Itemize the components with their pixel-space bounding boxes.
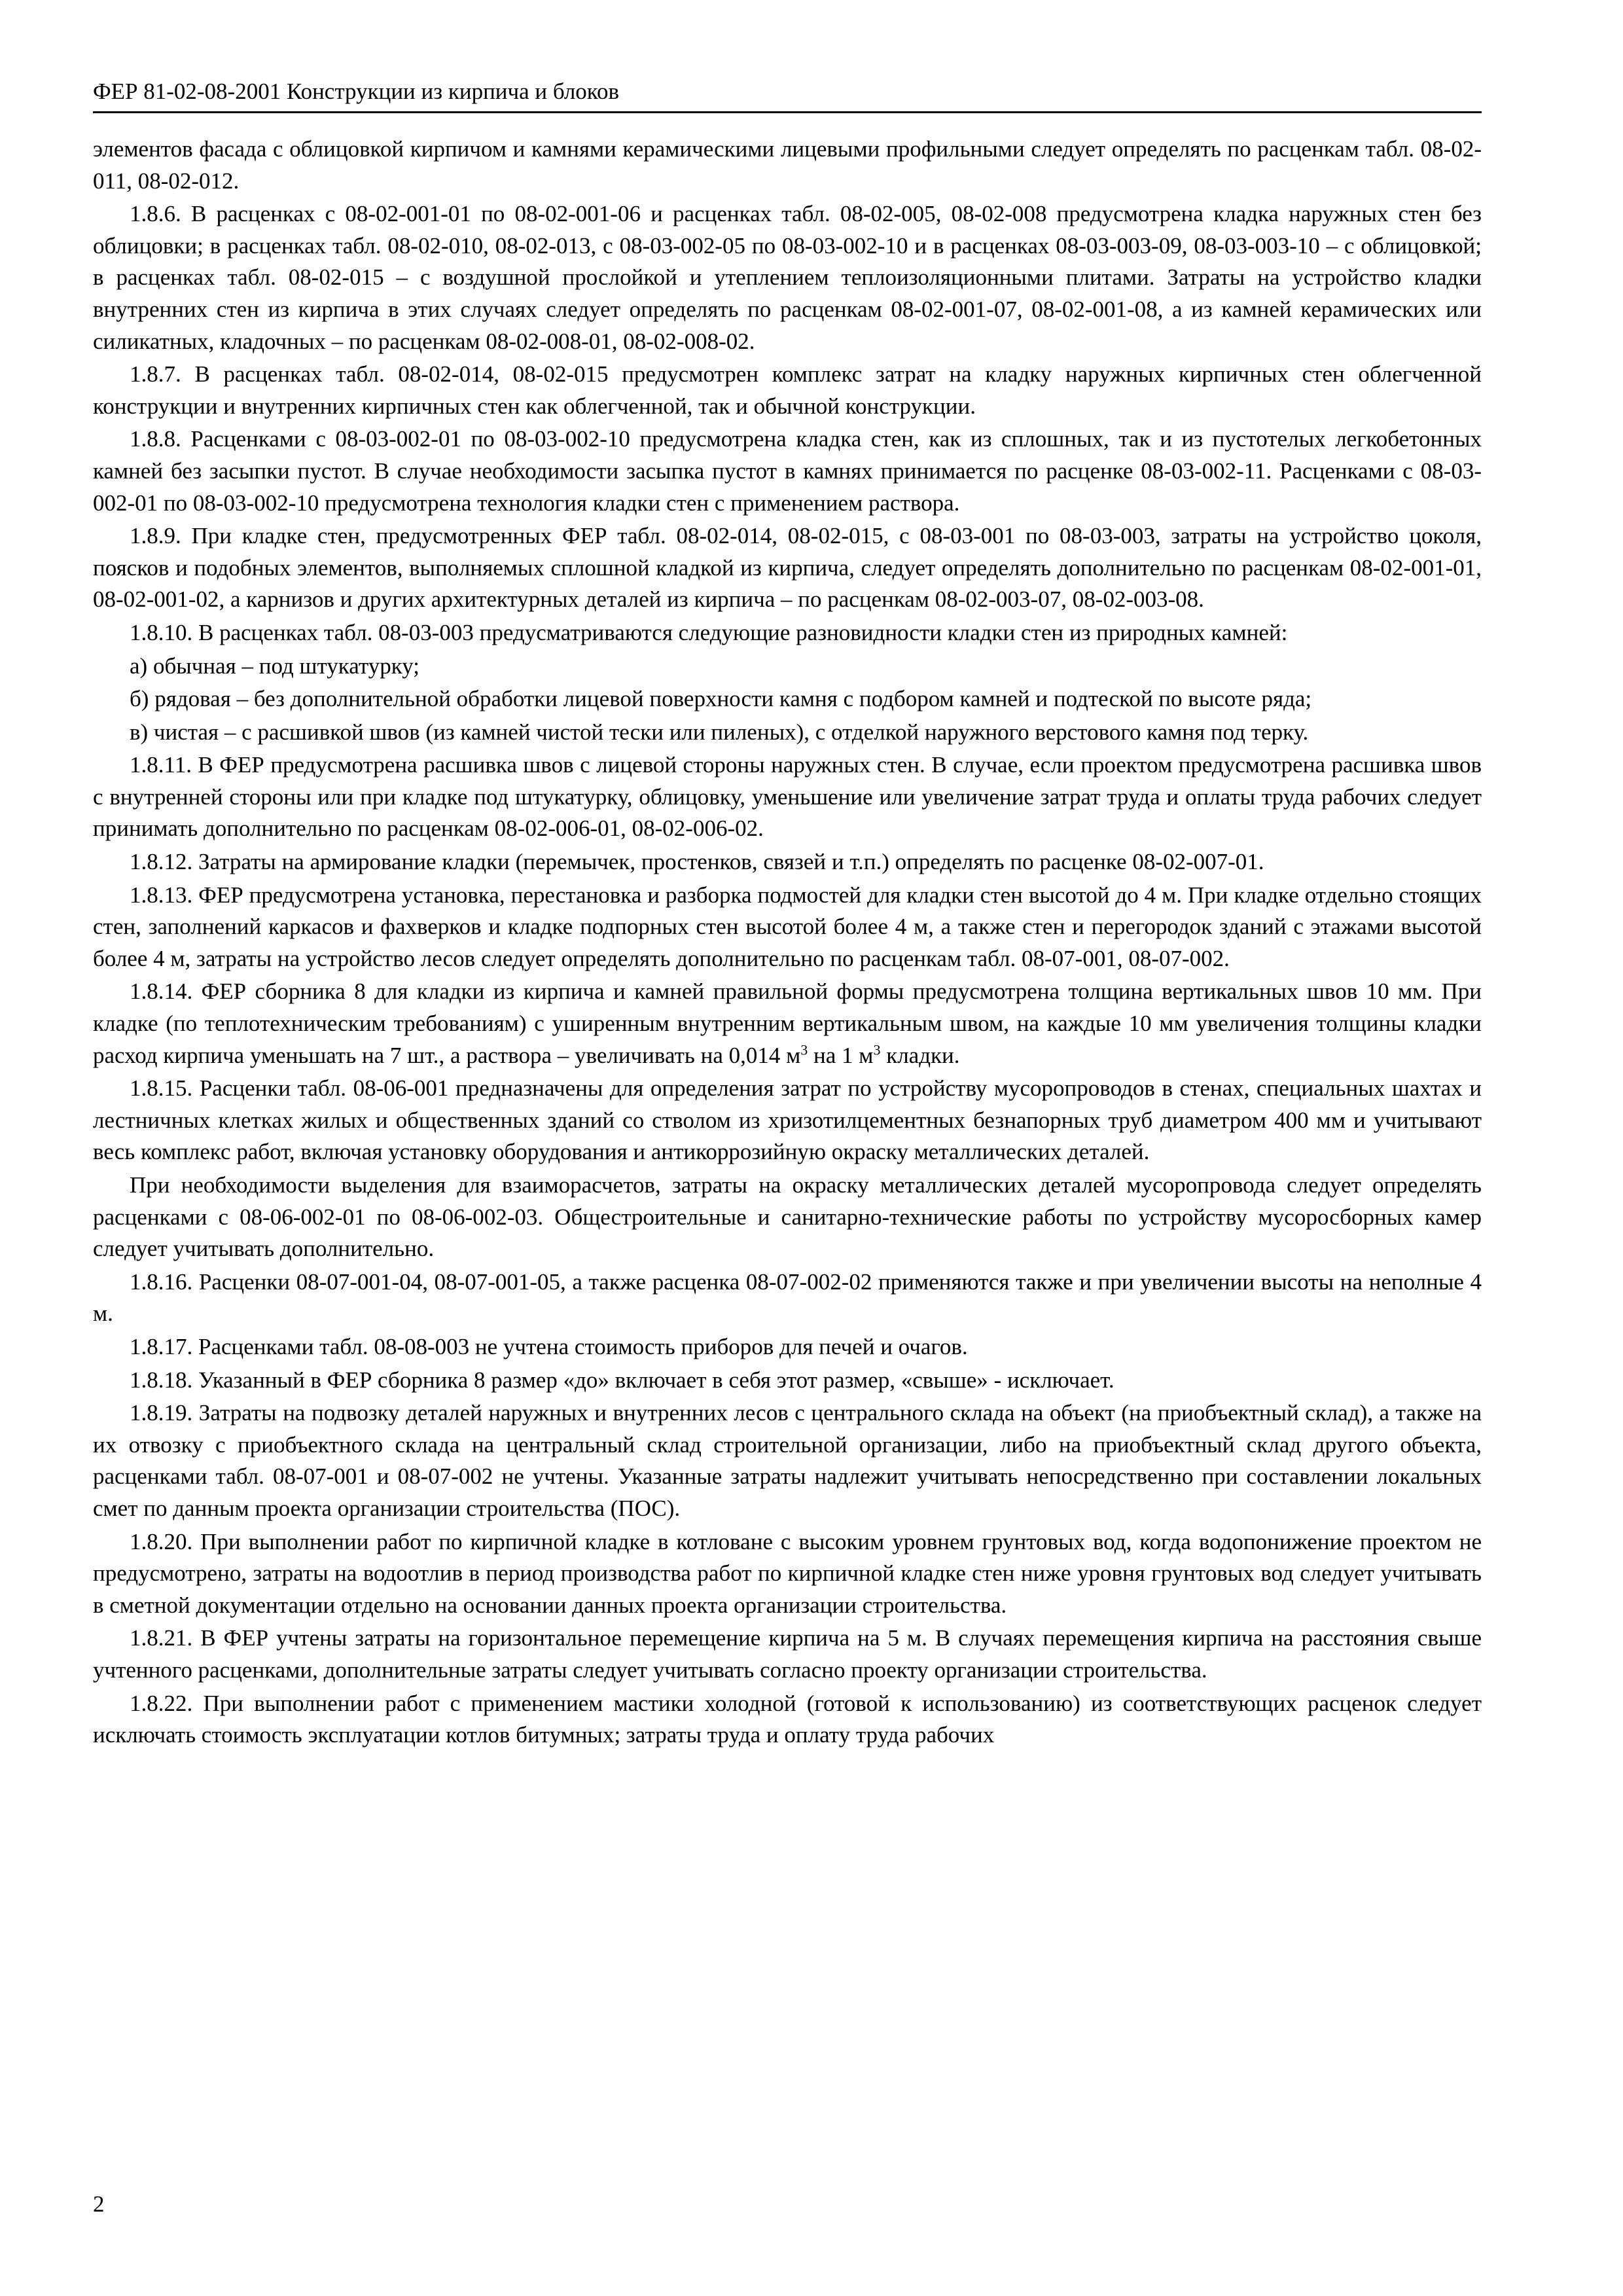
paragraph-1-8-10: 1.8.10. В расценках табл. 08-03-003 предусматриваются следующие разновидности кладки стен из природных камней: [130, 619, 1288, 645]
document-title: ФЕР 81-02-08-2001 Конструкции из кирпича и блоков [93, 79, 620, 104]
list-item-b: б) рядовая – без дополнительной обработки лицевой поверхности камня с подбором камней и подтеской по высоте ряда; [130, 686, 1312, 712]
paragraph-1-8-7: 1.8.7. В расценках табл. 08-02-014, 08-02-015 предусмотрен комплекс затрат на кладку наружных кирпичных стен облегченной конструкции и внутренних кирпичных стен как облегченной, так и обычной конструкции. [93, 361, 1482, 419]
paragraph-1-8-15-note: При необходимости выделения для взаиморасчетов, затраты на окраску металлических деталей мусоропровода следует определять расценками с 08-06-002-01 по 08-06-002-03. Общестроительные и санитарно-технические работы по устройству мусоросборных камер следует учитывать дополнительно. [93, 1172, 1482, 1262]
paragraph-1-8-15: 1.8.15. Расценки табл. 08-06-001 предназначены для определения затрат по устройству мусоропроводов в стенах, специальных шахтах и лестничных клетках жилых и общественных зданий со стволом из хризотилцементных безнапорных труб диаметром 400 мм и учитывают весь комплекс работ, включая установку оборудования и антикоррозийную окраску металлических деталей. [93, 1075, 1482, 1165]
paragraph-1-8-22: 1.8.22. При выполнении работ с применением мастики холодной (готовой к использованию) из соответствующих расценок следует исключать стоимость эксплуатации котлов битумных; затраты труда и оплату труда рабочих [93, 1690, 1482, 1748]
paragraph-1-8-21: 1.8.21. В ФЕР учтены затраты на горизонтальное перемещение кирпича на 5 м. В случаях перемещения кирпича на расстояния свыше учтенного расценками, дополнительные затраты следует учитывать согласно проекту организации строительства. [93, 1625, 1482, 1683]
paragraph-1-8-14-text-c: кладки. [880, 1042, 960, 1068]
paragraph-1-8-11: 1.8.11. В ФЕР предусмотрена расшивка швов с лицевой стороны наружных стен. В случае, если проектом предусмотрена расшивка швов с внутренней стороны или при кладке под штукатурку, облицовку, уменьшение или увеличение затрат труда и оплаты труда рабочих следует принимать дополнительно по расценкам 08-02-006-01, 08-02-006-02. [93, 752, 1482, 842]
paragraph-1-8-20: 1.8.20. При выполнении работ по кирпичной кладке в котловане с высоким уровнем грунтовых вод, когда водопонижение проектом не предусмотрено, затраты на водоотлив в период производства работ по кирпичной кладке стен ниже уровня грунтовых вод следует учитывать в сметной документации отдельно на основании данных проекта организации строительства. [93, 1528, 1482, 1618]
paragraph-1-8-14-text-a: 1.8.14. ФЕР сборника 8 для кладки из кирпича и камней правильной формы предусмотрена толщина вертикальных швов 10 мм. При кладке (по теплотехническим требованиям) с уширенным внутренним вертикальным швом, на каждые 10 мм увеличения толщины кладки расход кирпича уменьшать на 7 шт., а раствора – увеличивать на 0,014 м [93, 978, 1482, 1068]
list-item-c: в) чистая – с расшивкой швов (из камней чистой тески или пиленых), с отделкой наружного верстового камня под терку. [130, 719, 1309, 745]
page-number: 2 [93, 2191, 105, 2217]
cubic-superscript: 3 [800, 1041, 808, 1058]
paragraph-1-8-14-text-b: на 1 м [808, 1042, 874, 1068]
paragraph-1-8-14 [93, 976, 1482, 1071]
paragraph-1-8-16: 1.8.16. Расценки 08-07-001-04, 08-07-001-05, а также расценка 08-07-002-02 применяются также и при увеличении высоты на неполные 4 м. [93, 1268, 1482, 1327]
paragraph-1-8-18: 1.8.18. Указанный в ФЕР сборника 8 размер «до» включает в себя этот размер, «свыше» - исключает. [130, 1367, 1115, 1393]
paragraph-1-8-19: 1.8.19. Затраты на подвозку деталей наружных и внутренних лесов с центрального склада на объект (на приобъектный склад), а также на их отвозку с приобъектного склада на центральный склад строительной организации, либо на приобъектный склад другого объекта, расценками табл. 08-07-001 и 08-07-002 не учтены. Указанные затраты надлежит учитывать непосредственно при составлении локальных смет по данным проекта организации строительства (ПОС). [93, 1400, 1482, 1521]
paragraph-1-8-6: 1.8.6. В расценках с 08-02-001-01 по 08-02-001-06 и расценках табл. 08-02-005, 08-02-008 предусмотрена кладка наружных стен без облицовки; в расценках табл. 08-02-010, 08-02-013, с 08-03-002-05 по 08-03-002-10 и в расценках 08-03-003-09, 08-03-003-10 – с облицовкой; в расценках табл. 08-02-015 – с воздушной прослойкой и утеплением теплоизоляционными плитами. Затраты на устройство кладки внутренних стен из кирпича в этих случаях следует определять по расценкам 08-02-001-07, 08-02-001-08, а из камней керамических или силикатных, кладочных – по расценкам 08-02-008-01, 08-02-008-02. [93, 201, 1482, 354]
cubic-superscript: 3 [873, 1041, 881, 1058]
page-header [93, 77, 1482, 113]
paragraph-1-8-12: 1.8.12. Затраты на армирование кладки (перемычек, простенков, связей и т.п.) определять по расценке 08-02-007-01. [130, 849, 1264, 875]
paragraph-continuation: элементов фасада с облицовкой кирпичом и камнями керамическими лицевыми профильными следует определять по расценкам табл. 08-02-011, 08-02-012. [93, 136, 1482, 194]
list-item-a: а) обычная – под штукатурку; [130, 653, 420, 679]
paragraph-1-8-13: 1.8.13. ФЕР предусмотрена установка, перестановка и разборка подмостей для кладки стен высотой до 4 м. При кладке отдельно стоящих стен, заполнений каркасов и фахверков и кладке подпорных стен высотой более 4 м, а также стен и перегородок зданий с этажами высотой более 4 м, затраты на устройство лесов следует определять дополнительно по расценкам табл. 08-07-001, 08-07-002. [93, 882, 1482, 971]
document-body [93, 134, 1482, 1753]
paragraph-1-8-9: 1.8.9. При кладке стен, предусмотренных ФЕР табл. 08-02-014, 08-02-015, с 08-03-001 по 08-03-003, затраты на устройство цоколя, поясков и подобных элементов, выполняемых сплошной кладкой из кирпича, следует определять дополнительно по расценкам 08-02-001-01, 08-02-001-02, а карнизов и других архитектурных деталей из кирпича – по расценкам 08-02-003-07, 08-02-003-08. [93, 523, 1482, 613]
paragraph-1-8-8: 1.8.8. Расценками с 08-03-002-01 по 08-03-002-10 предусмотрена кладка стен, как из сплошных, так и из пустотелых легкобетонных камней без засыпки пустот. В случае необходимости засыпка пустот в камнях принимается по расценке 08-03-002-11. Расценками с 08-03-002-01 по 08-03-002-10 предусмотрена технология кладки стен с применением раствора. [93, 426, 1482, 516]
paragraph-1-8-17: 1.8.17. Расценками табл. 08-08-003 не учтена стоимость приборов для печей и очагов. [130, 1333, 968, 1359]
